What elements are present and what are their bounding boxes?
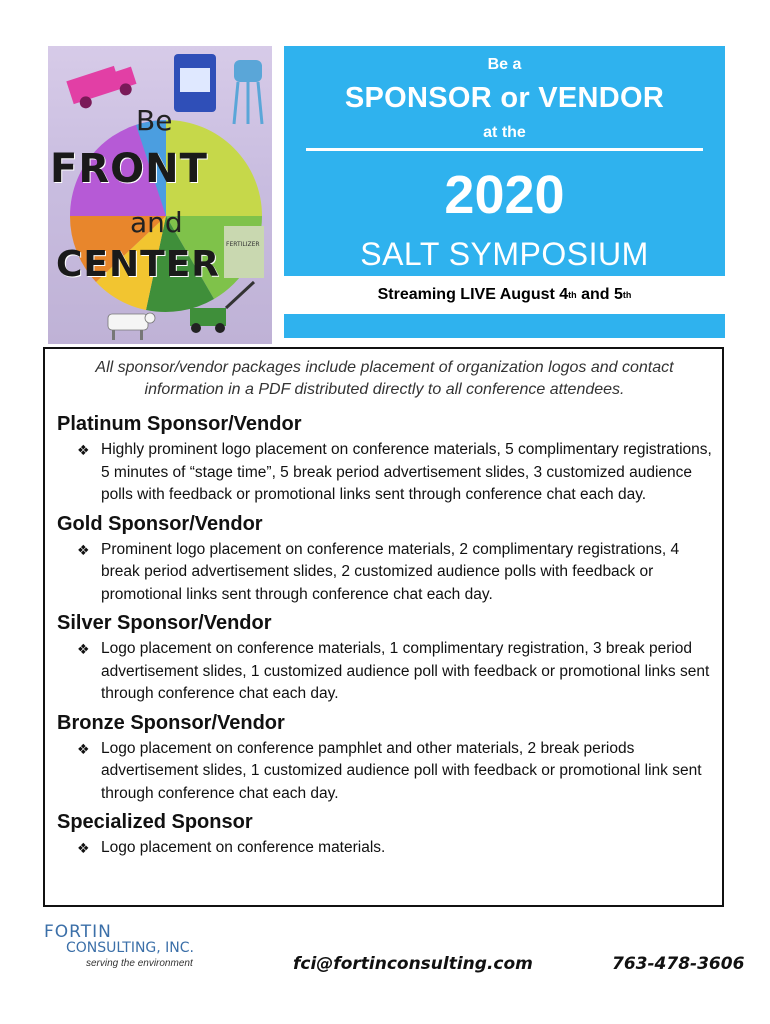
poster-illustration <box>48 46 272 344</box>
tier-gold <box>57 511 712 607</box>
list-item <box>77 837 712 860</box>
header-divider <box>306 148 703 151</box>
tier-title: Gold Sponsor/Vendor <box>57 512 263 535</box>
be-a-text: Be a <box>487 56 522 73</box>
list-item <box>77 738 712 806</box>
tier-specialized <box>57 809 712 860</box>
tier-title: Bronze Sponsor/Vendor <box>57 711 285 734</box>
truck-icon <box>66 61 139 112</box>
header-panel <box>284 46 725 338</box>
tier-silver <box>57 610 712 706</box>
tier-description: Logo placement on conference pamphlet and other materials, 2 break periods advertisement slides, 1 customized audience poll with feedback or promotional link sent through conference chat each day. <box>101 739 702 802</box>
poster-center-text: CENTER <box>56 244 221 285</box>
list-item <box>77 539 712 607</box>
diamond-bullet-icon: ❖ <box>77 740 90 757</box>
poster-be-text: Be <box>136 104 173 137</box>
streaming-sup-2: th <box>622 290 632 300</box>
logo-line-2: CONSULTING, INC. <box>66 940 195 956</box>
svg-text:FERTILIZER: FERTILIZER <box>226 241 260 248</box>
tier-title: Silver Sponsor/Vendor <box>57 612 272 634</box>
at-the-text: at the <box>483 124 526 141</box>
tier-platinum <box>57 411 712 507</box>
streaming-sup-1: th <box>568 290 577 300</box>
tier-description: Logo placement on conference materials. <box>101 839 386 856</box>
sponsor-vendor-heading: SPONSOR or VENDOR <box>344 82 665 114</box>
poster-front-text: FRONT <box>50 146 208 192</box>
fortin-consulting-logo <box>40 922 200 972</box>
diamond-bullet-icon: ❖ <box>77 541 90 558</box>
diamond-bullet-icon: ❖ <box>77 442 90 458</box>
tier-bronze <box>57 710 712 806</box>
streaming-prefix: Streaming LIVE August 4 <box>377 286 569 303</box>
streaming-dates <box>284 276 725 314</box>
streaming-mid: and 5 <box>576 286 623 303</box>
contact-phone: 763-478-3606 <box>612 954 745 974</box>
water-tower-icon <box>234 60 262 124</box>
event-year: 2020 <box>444 165 565 225</box>
contact-email[interactable]: fci@fortinconsulting.com <box>293 954 533 974</box>
tier-description: Highly prominent logo placement on conference materials, 5 complimentary registrations, 5 minutes of “stage time”, 5 break period advertisement slides, 3 customized audience polls with feedback or promotional links sent through conference chat each day. <box>101 441 712 503</box>
sponsor-packages-box <box>43 347 724 907</box>
logo-line-1: FORTIN <box>44 922 112 942</box>
fertilizer-bag-icon <box>224 226 264 278</box>
event-title: SALT SYMPOSIUM <box>360 236 649 272</box>
tier-title: Specialized Sponsor <box>57 811 253 833</box>
poster-and-text: and <box>130 206 183 239</box>
diamond-bullet-icon: ❖ <box>77 641 90 657</box>
tier-description: Logo placement on conference materials, 1 complimentary registration, 3 break period advertisement slides, 1 customized audience poll with feedback or promotional links sent through conference chat each day. <box>101 640 710 702</box>
poster-artwork <box>48 46 272 344</box>
tier-title: Platinum Sponsor/Vendor <box>57 413 302 435</box>
intro-text: All sponsor/vendor packages include placement of organization logos and contact information in a PDF distributed directly to all conference attendees. <box>95 359 674 398</box>
diamond-bullet-icon: ❖ <box>77 840 90 856</box>
list-item <box>77 638 712 706</box>
tier-description: Prominent logo placement on conference materials, 2 complimentary registrations, 4 break period advertisement slides, 2 customized audience polls with feedback or promotional links sent through conference chat each day. <box>101 540 680 603</box>
logo-tagline: serving the environment <box>86 958 193 969</box>
cow-icon <box>108 313 155 340</box>
list-item <box>77 439 712 507</box>
salt-bag-icon <box>174 54 216 112</box>
